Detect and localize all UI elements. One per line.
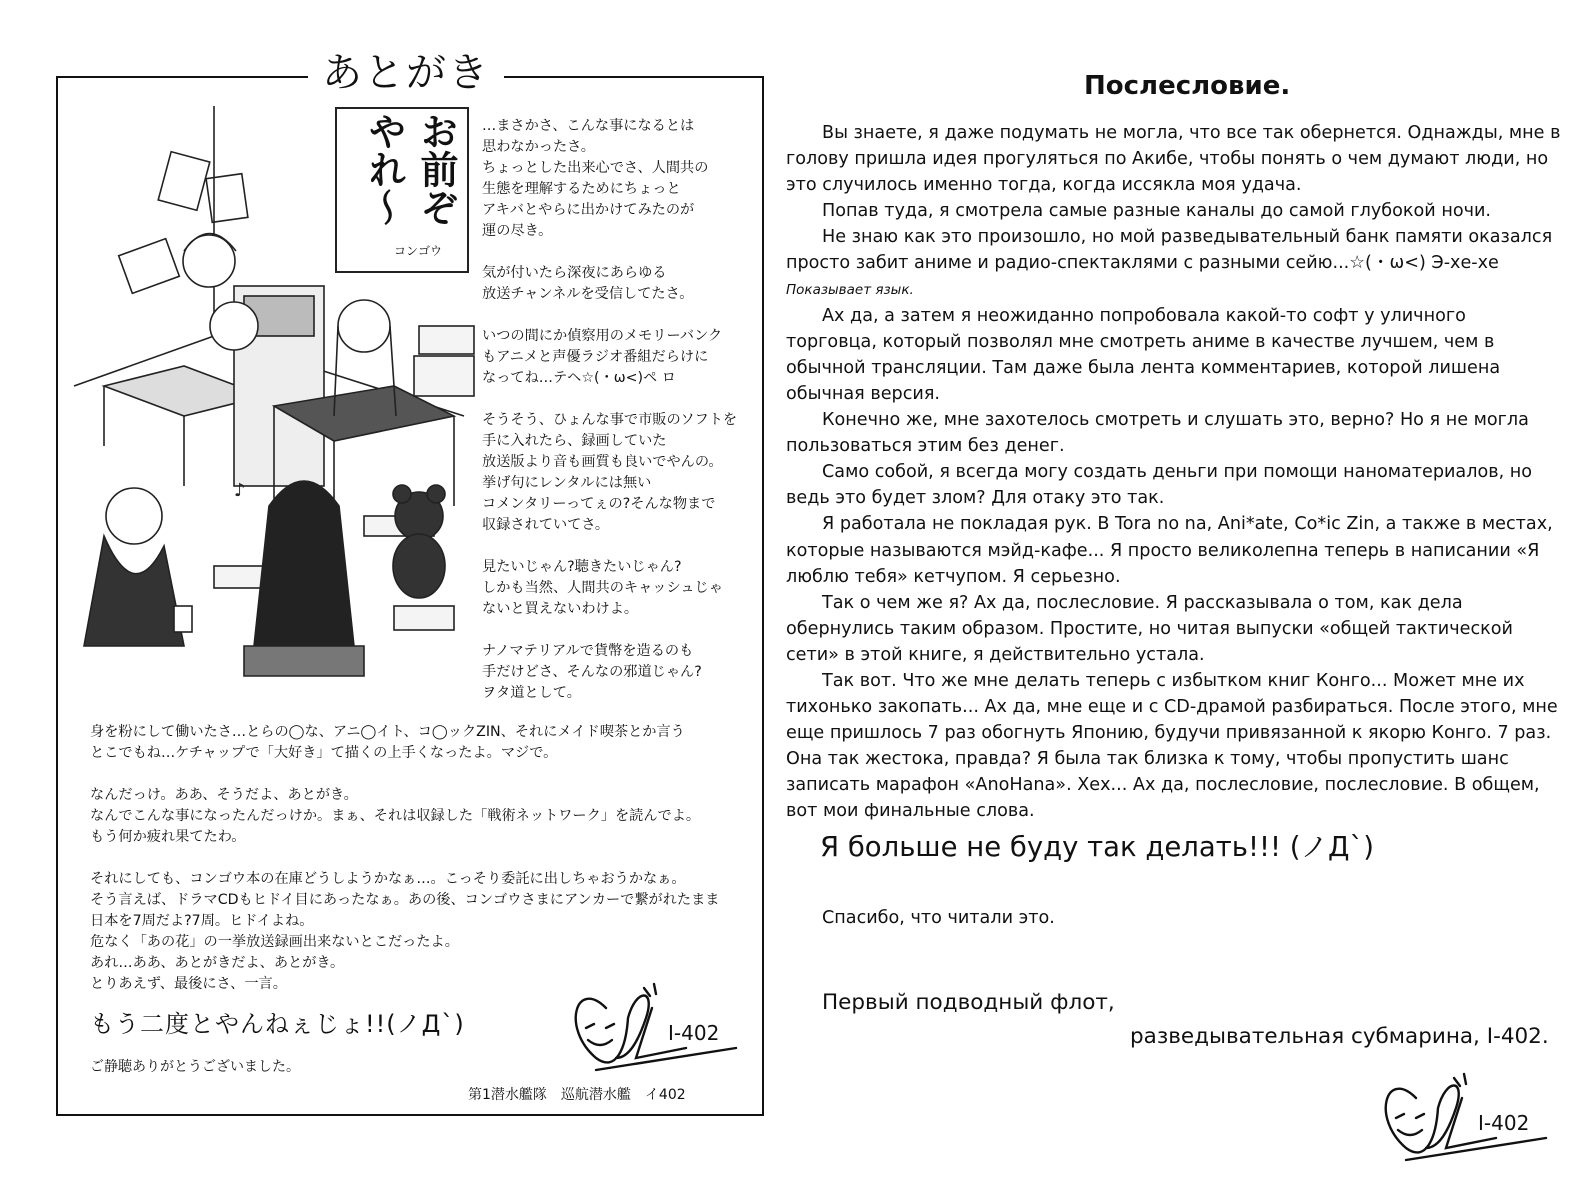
- japanese-thanks: ご静聴ありがとうございました。: [90, 1059, 300, 1075]
- japanese-signature-line: 第1潜水艦隊 巡航潜水艦 イ402: [468, 1087, 686, 1103]
- russian-fleet-line: Первый подводный флот,: [822, 990, 1115, 1015]
- russian-paragraph: Я работала не покладая рук. В Tora no na, Ani*ate, Co*ic Zin, а также в местах, которые называются мэйд-кафе... Я просто великолепна теперь в написании «Я люблю тебя» кетчупом. Я серьезно.: [786, 514, 1553, 587]
- poster-calligraphy: お前ぞやれ〜: [362, 112, 459, 226]
- russian-paragraph: Конечно же, мне захотелось смотреть и слушать это, верно? Но я не могла пользоваться этим без денег.: [786, 410, 1529, 457]
- russian-paragraph: Не знаю как это произошло, но мой разведывательный банк памяти оказался просто забит аниме и радио-спектаклями с разными сейю...☆(・ω<) Э-хе-хе: [786, 227, 1553, 274]
- japanese-page-title: あとがき: [308, 48, 504, 98]
- russian-paragraph: Так о чем же я? Ах да, послесловие. Я рассказывала о том, как дела обернулись таким образом. Простите, но читая выпуски «общей тактической сети» в этой книге, я действительно устала.: [786, 592, 1513, 665]
- autograph-left-text: I-402: [668, 1021, 720, 1045]
- autograph-right-drawing: [1376, 1068, 1556, 1164]
- russian-page-title: Послесловие.: [1084, 71, 1291, 101]
- russian-paragraph: Само собой, я всегда могу создать деньги при помощи наноматериалов, но ведь это будет злом? Для отаку это так.: [786, 462, 1533, 509]
- russian-paragraph: Так вот. Что же мне делать теперь с избытком книг Конго... Может мне их тихонько закопать... Ах да, мне еще и с CD-драмой разбираться. После этого, мне еще пришлось 7 раз обогнуть Японию, будучи привязанной к якорю Конго. 7 раз. Она так жестока, правда? Я была так близка к тому, чтобы пропустить шанс записать марафон «AnoHana». Хех... Ах да, послесловие, послесловие. В общем, вот мои финальные слова.: [786, 670, 1558, 822]
- japanese-right-column-text: …まさかさ、こんな事になるとは 思わなかったさ。 ちょっとした出来心でさ、人間共の 生態を理解するためにちょっと アキバとやらに出かけてみたのが 運の尽き。 気が付いたら深夜にあらゆる 放送チャンネルを受信してたさ。 いつの間にか偵察用のメモリーバンク もアニメと声優ラジオ番組だらけに なってね…テヘ☆(・ω<)ペ ロ そうそう、ひょんな事で市販のソフトを 手に入れたら、録画していた 放送版より音も画質も良いでやんの。 挙げ句にレンタルには無い コメンタリーってぇの?そんな物まで 収録されていてさ。 見たいじゃん?聴きたいじゃん? しかも当然、人間共のキャッシュじゃ ないと買えないわけよ。 ナノマテリアルで貨幣を造るのも 手だけどさ、そんなの邪道じゃん? ヲタ道として。: [482, 118, 738, 701]
- russian-submarine-line: разведывательная субмарина, I-402.: [1130, 1024, 1549, 1049]
- autograph-left-drawing: [566, 978, 746, 1074]
- japanese-bottom-text: 身を粉にして働いたさ…とらの◯な、アニ◯イト、コ◯ックZIN、それにメイド喫茶とか言う とこでもね…ケチャップで「大好き」て描くの上手くなったよ。マジで。 なんだっけ。ああ、そうだよ、あとがき。 なんでこんな事になったんだっけか。まぁ、それは収録した「戦術ネットワーク」を読んでよ。 もう何か疲れ果てたわ。 それにしても、コンゴウ本の在庫どうしようかなぁ…。こっそり委託に出しちゃおうかなぁ。 そう言えば、ドラマCDもヒドイ目にあったなぁ。あの後、コンゴウさまにアンカーで繋がれたまま 日本を7周だよ?7周。ヒドイよね。 危なく「あの花」の一挙放送録画出来ないとこだったよ。 あれ…ああ、あとがきだよ、あとがき。 とりあえず、最後にさ、一言。: [90, 724, 720, 992]
- calligraphy-poster: [334, 106, 470, 274]
- autograph-right-text: I-402: [1478, 1111, 1530, 1135]
- russian-body: [786, 120, 1562, 825]
- russian-small-note: Показывает язык.: [786, 281, 914, 298]
- russian-closing-line: Я больше не буду так делать!!! (ノД`): [820, 831, 1374, 863]
- japanese-closing-line: もう二度とやんねぇじょ!!(ノД`): [90, 1010, 465, 1038]
- svg-text:♪: ♪: [234, 480, 246, 501]
- poster-signature: コンゴウ: [394, 244, 443, 258]
- russian-thanks: Спасибо, что читали это.: [822, 908, 1055, 928]
- russian-paragraph: Вы знаете, я даже подумать не могла, что все так обернется. Однажды, мне в голову пришла идея прогуляться по Акибе, чтобы понять о чем думают люди, но это случилось именно тогда, когда иссякла моя удача.: [786, 123, 1561, 196]
- russian-paragraph: Попав туда, я смотрела самые разные каналы до самой глубокой ночи.: [822, 201, 1492, 222]
- russian-paragraph: Ах да, а затем я неожиданно попробовала какой-то софт у уличного торговца, который позволял мне смотреть аниме в качестве лучшем, чем в обычной трансляции. Там даже была лента комментариев, которой лишена обычная версия.: [786, 305, 1501, 404]
